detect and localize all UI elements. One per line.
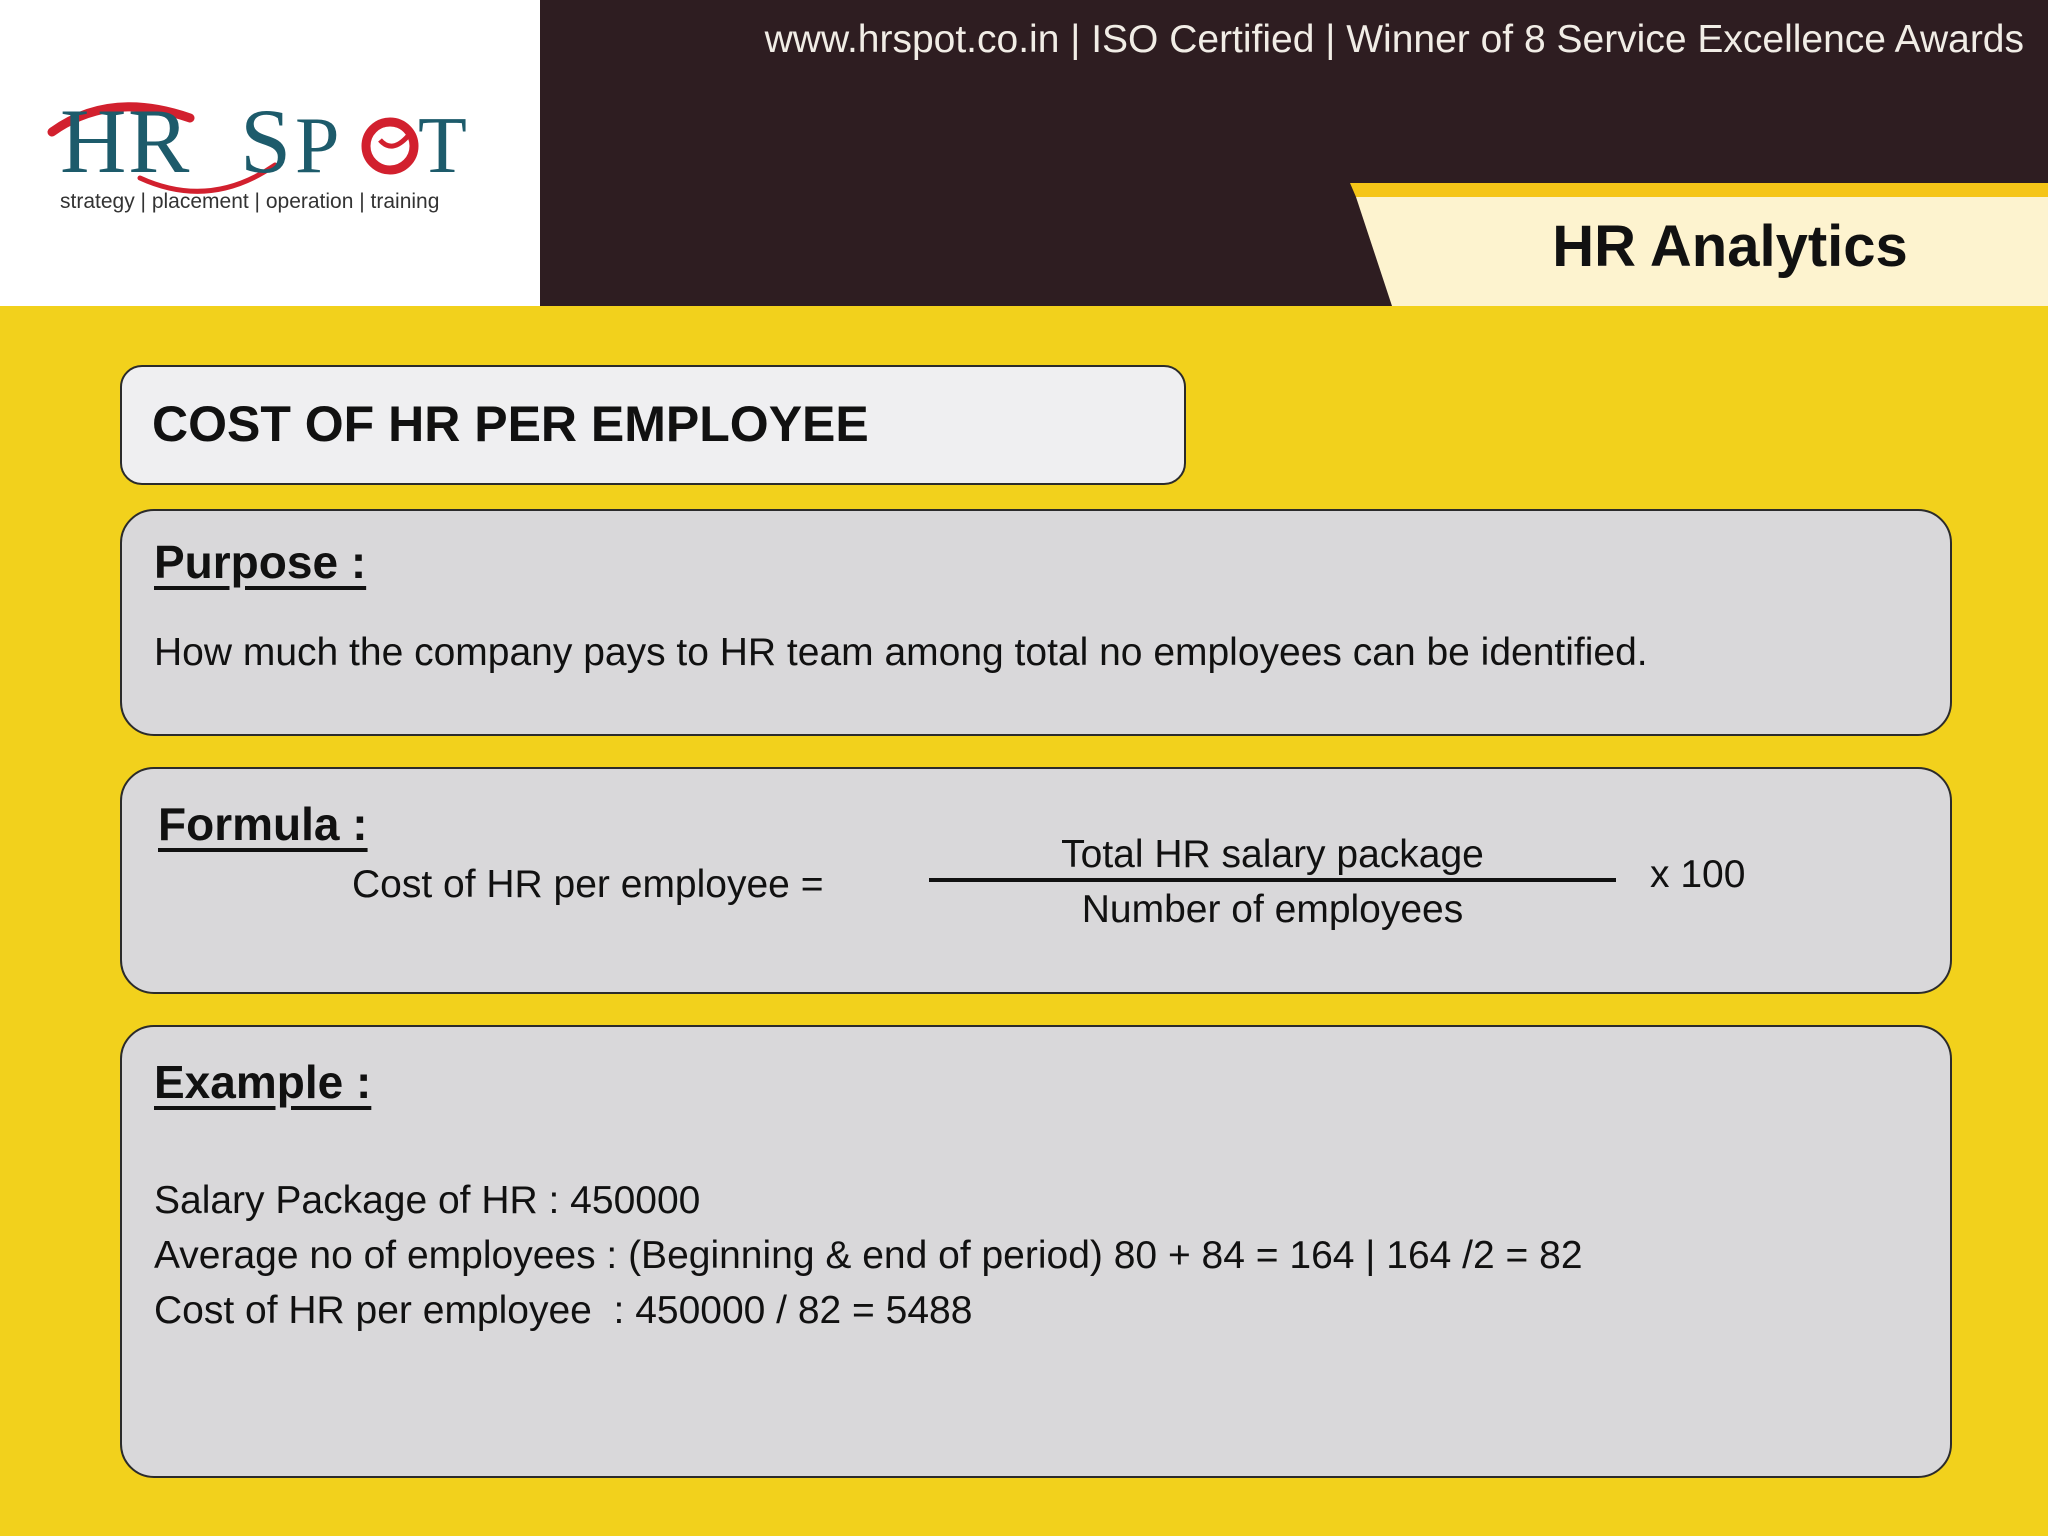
slide-title: COST OF HR PER EMPLOYEE xyxy=(152,396,869,452)
purpose-card xyxy=(120,509,1952,736)
svg-text:T: T xyxy=(418,102,467,190)
fraction-bar xyxy=(929,878,1616,882)
svg-text:H: H xyxy=(60,90,127,192)
purpose-heading: Purpose : xyxy=(154,536,367,588)
header-bar xyxy=(0,0,2048,306)
slide-title-box xyxy=(120,365,1186,485)
formula-heading: Formula : xyxy=(158,798,368,850)
formula-denominator: Number of employees xyxy=(1081,888,1464,931)
formula-numerator: Total HR salary package xyxy=(1061,833,1484,876)
example-line: Salary Package of HR : 450000 xyxy=(154,1179,701,1222)
example-heading: Example : xyxy=(154,1056,372,1108)
svg-text:P: P xyxy=(295,102,340,190)
svg-text:R: R xyxy=(128,90,190,192)
example-line: Cost of HR per employee : 450000 / 82 = 5488 xyxy=(154,1289,973,1332)
hr-spot-logo xyxy=(40,60,480,220)
logo-tagline: strategy | placement | operation | training xyxy=(60,190,440,213)
purpose-text: How much the company pays to HR team among total no employees can be identified. xyxy=(154,631,1648,674)
formula-card xyxy=(120,767,1952,994)
formula-lhs: Cost of HR per employee = xyxy=(352,863,824,906)
example-lines xyxy=(154,1173,1583,1338)
header-tagline: www.hrspot.co.in | ISO Certified | Winner of 8 Service Excellence Awards xyxy=(764,18,2024,61)
section-ribbon xyxy=(1350,183,2048,306)
logo-panel xyxy=(0,0,540,306)
formula-multiplier: x 100 xyxy=(1650,853,1746,896)
example-card xyxy=(120,1025,1952,1478)
svg-text:S: S xyxy=(240,90,292,192)
example-line: Average no of employees : (Beginning & end of period) 80 + 84 = 164 | 164 /2 = 82 xyxy=(154,1234,1583,1277)
section-title: HR Analytics xyxy=(1552,214,1908,279)
